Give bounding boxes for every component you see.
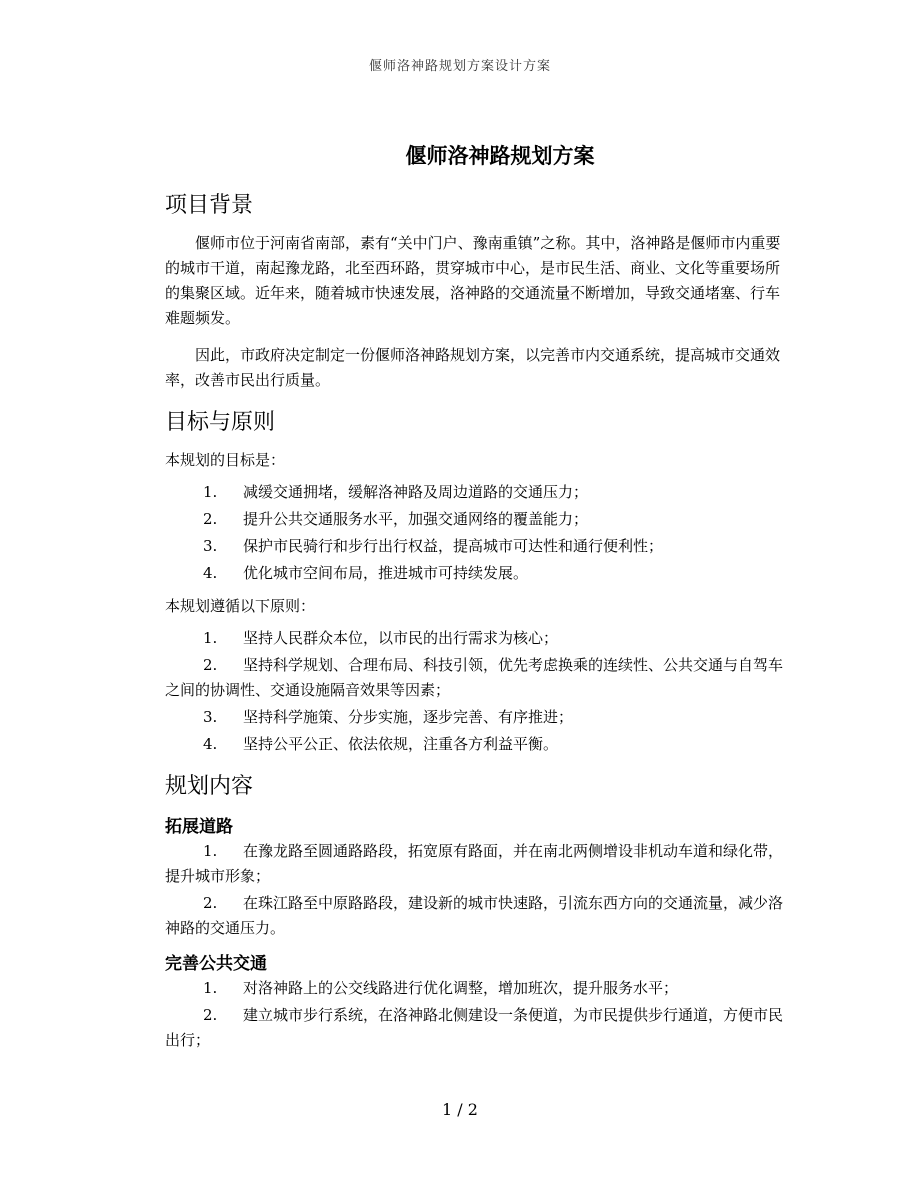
list-item xyxy=(165,561,790,586)
list-item xyxy=(165,480,790,505)
running-header: 偃师洛神路规划方案设计方案 xyxy=(368,59,551,74)
list-number: 2. xyxy=(203,894,218,912)
list-number: 3. xyxy=(203,708,218,726)
list-number: 4. xyxy=(203,735,218,753)
list-item xyxy=(165,839,790,889)
section-content xyxy=(165,769,790,1053)
section-background xyxy=(165,188,790,393)
roads-list xyxy=(165,839,790,941)
list-number: 2. xyxy=(203,510,218,528)
subheading-roads: 拓展道路 xyxy=(165,817,233,837)
section-heading-content: 规划内容 xyxy=(165,774,254,799)
list-item xyxy=(165,732,790,757)
list-text: 在豫龙路至圆通路路段，拓宽原有路面，并在南北两侧增设非机动车道和绿化带，提升城市形象； xyxy=(165,842,784,885)
list-text: 坚持人民群众本位，以市民的出行需求为核心； xyxy=(243,629,559,647)
list-text: 对洛神路上的公交线路进行优化调整，增加班次，提升服务水平； xyxy=(243,979,679,997)
principles-list xyxy=(165,626,790,757)
list-text: 坚持科学规划、合理布局、科技引领，优先考虑换乘的连续性、公共交通与自驾车之间的协调性、交通设施隔音效果等因素； xyxy=(165,656,784,699)
list-item xyxy=(165,1003,790,1053)
background-paragraph-1: 偃师市位于河南省南部，素有“关中门户、豫南重镇”之称。其中，洛神路是偃师市内重要的城市干道，南起豫龙路，北至西环路，贯穿城市中心，是市民生活、商业、文化等重要场所的集聚区域。近年来，随着城市快速发展，洛神路的交通流量不断增加，导致交通堵塞、行车难题频发。 xyxy=(165,234,781,327)
list-item xyxy=(165,626,790,651)
goals-intro: 本规划的目标是： xyxy=(165,451,286,469)
section-heading-background: 项目背景 xyxy=(165,193,254,218)
list-text: 坚持公平公正、依法依规，注重各方利益平衡。 xyxy=(243,735,559,753)
document-title: 偃师洛神路规划方案 xyxy=(405,143,595,168)
list-number: 2. xyxy=(203,656,218,674)
transit-list xyxy=(165,976,790,1053)
section-heading-goals: 目标与原则 xyxy=(165,410,276,435)
subheading-transit: 完善公共交通 xyxy=(165,954,267,974)
list-number: 4. xyxy=(203,564,218,582)
list-text: 提升公共交通服务水平，加强交通网络的覆盖能力； xyxy=(243,510,589,528)
list-number: 1. xyxy=(203,483,218,501)
list-item xyxy=(165,653,790,703)
list-item xyxy=(165,976,790,1001)
list-number: 2. xyxy=(203,1006,218,1024)
background-paragraph-2: 因此，市政府决定制定一份偃师洛神路规划方案，以完善市内交通系统，提高城市交通效率，改善市民出行质量。 xyxy=(165,346,781,389)
section-goals xyxy=(165,405,790,757)
goals-list xyxy=(165,480,790,586)
list-item xyxy=(165,705,790,730)
list-text: 优化城市空间布局，推进城市可持续发展。 xyxy=(243,564,529,582)
list-text: 减缓交通拥堵，缓解洛神路及周边道路的交通压力； xyxy=(243,483,589,501)
list-text: 坚持科学施策、分步实施，逐步完善、有序推进； xyxy=(243,708,574,726)
page-number: 1 / 2 xyxy=(442,1100,478,1119)
list-number: 1. xyxy=(203,979,218,997)
list-text: 建立城市步行系统，在洛神路北侧建设一条便道，为市民提供步行通道，方便市民出行； xyxy=(165,1006,784,1049)
list-number: 1. xyxy=(203,842,218,860)
list-number: 1. xyxy=(203,629,218,647)
list-text: 保护市民骑行和步行出行权益，提高城市可达性和通行便利性； xyxy=(243,537,664,555)
document-body xyxy=(165,140,790,1065)
list-text: 在珠江路至中原路路段，建设新的城市快速路，引流东西方向的交通流量，减少洛神路的交通压力。 xyxy=(165,894,784,937)
principles-intro: 本规划遵循以下原则： xyxy=(165,597,316,615)
list-item xyxy=(165,534,790,559)
list-number: 3. xyxy=(203,537,218,555)
list-item xyxy=(165,891,790,941)
list-item xyxy=(165,507,790,532)
